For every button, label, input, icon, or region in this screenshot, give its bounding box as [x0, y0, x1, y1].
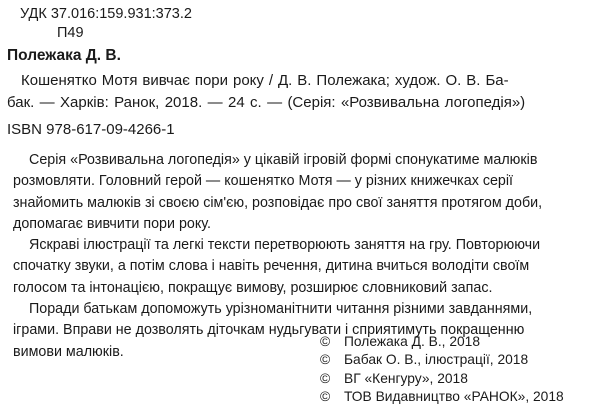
- bibliographic-description: [7, 70, 585, 114]
- annotation-line: спочатку звуки, а потім слова і навіть речення, дитина вчиться володіти своїм: [13, 258, 530, 275]
- isbn-number: ISBN 978-617-09-4266-1: [7, 121, 175, 138]
- annotation-line: Яскраві ілюстрації та легкі тексти перетворюють заняття на гру. Повторюючи: [29, 237, 541, 254]
- annotation-line: допомагає вивчити пори року.: [13, 215, 211, 232]
- annotation-line: голосом та інтонацією, покращує вимову, розширює словниковий запас.: [13, 279, 493, 296]
- copyright-holder: Бабак О. В., ілюстрації, 2018: [344, 352, 529, 368]
- annotation-line: Поради батькам допоможуть урізноманітнити читання різними завданнями,: [29, 301, 533, 318]
- author-cutter-mark: П49: [57, 25, 84, 41]
- copyright-symbol: ©: [320, 388, 331, 404]
- copyright-symbol: ©: [320, 352, 331, 368]
- copyright-holder: ВГ «Кенгуру», 2018: [344, 370, 468, 386]
- bibliographic-line: бак. — Харків: Ранок, 2018. — 24 с. — (Серія: «Розвивальна логопедія»): [7, 94, 526, 111]
- copyright-line: [320, 388, 590, 406]
- copyright-symbol: ©: [320, 370, 331, 386]
- annotation-line: вимови малюків.: [13, 343, 124, 360]
- copyright-holder: Полежака Д. В., 2018: [344, 334, 481, 349]
- udk-code: УДК 37.016:159.931:373.2: [20, 6, 192, 22]
- bibliographic-line: Кошенятко Мотя вивчає пори року / Д. В. Полежака; худож. О. В. Ба-: [21, 72, 509, 89]
- copyright-line: [320, 370, 590, 388]
- copyright-block: [320, 333, 590, 406]
- copyright-symbol: ©: [320, 334, 331, 349]
- copyright-holder: ТОВ Видавництво «РАНОК», 2018: [344, 388, 564, 404]
- annotation-line: розмовляти. Головний герой — кошенятко Мотя — у різних книжечках серії: [13, 173, 514, 190]
- annotation-paragraph: [13, 235, 587, 299]
- annotation-line: знайомить малюків зі своєю сім'єю, розповідає про свої заняття протягом доби,: [13, 194, 543, 211]
- annotation: [13, 150, 587, 363]
- author-heading: Полежака Д. В.: [7, 47, 121, 64]
- annotation-line: іграми. Вправи не дозволять діточкам нудьгувати і сприятимуть покращенню: [13, 322, 525, 339]
- copyright-line: [320, 333, 590, 351]
- annotation-line: Серія «Розвивальна логопедія» у цікавій ігровій формі спонукатиме малюків: [29, 152, 538, 168]
- copyright-line: [320, 351, 590, 369]
- annotation-paragraph: [13, 150, 587, 235]
